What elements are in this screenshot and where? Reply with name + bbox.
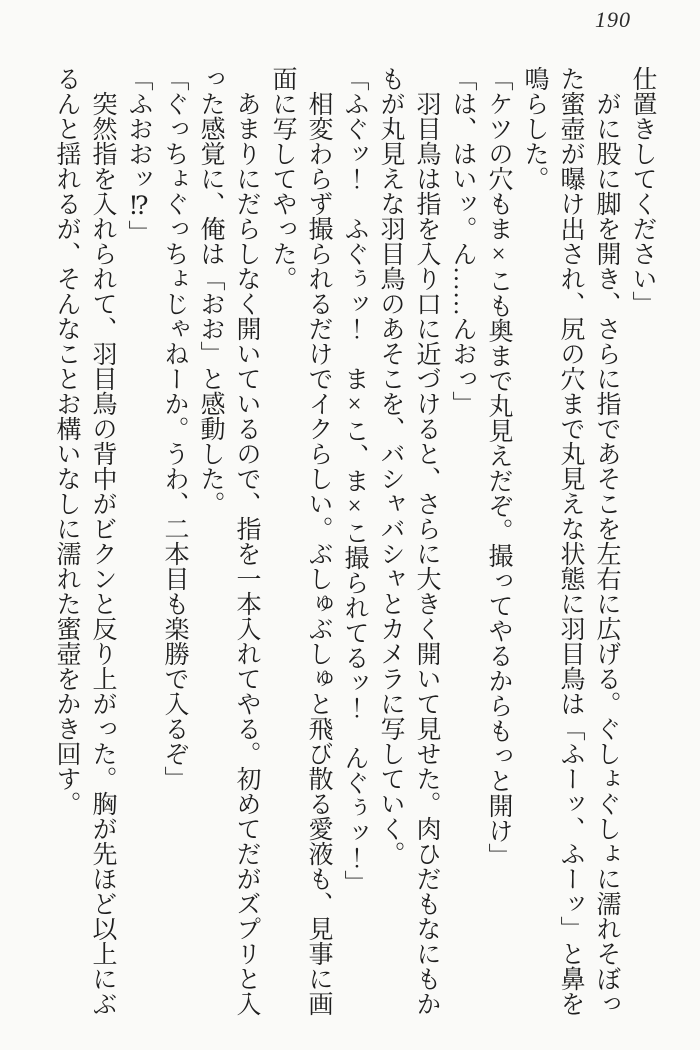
page-number: 190 xyxy=(595,7,631,32)
paragraph: 仕置きしてください」 xyxy=(629,66,656,316)
paragraph: がに股に脚を開き、さらに指であそこを左右に広げる。ぐしょぐしょに濡れそぼった蜜壺が曝け出され、尻の穴まで丸見えな状態に羽目鳥は「ふーッ、ふーッ」と鼻を鳴らした。 xyxy=(521,66,620,1016)
paragraph: あまりにだらしなく開いているので、指を一本入れてやる。初めてだがズプリと入った感覚に、俺は「おお」と感動した。 xyxy=(197,66,260,1016)
paragraph: 突然指を入れられて、羽目鳥の背中がビクンと反り上がった。胸が先ほど以上にぶるんと揺れるが、そんなことお構いなしに濡れた蜜壺をかき回す。 xyxy=(53,66,116,1016)
paragraph: 相変わらず撮られるだけでイクらしい。ぶしゅぶしゅと飛び散る愛液も、見事に画面に写してやった。 xyxy=(269,66,332,1016)
paragraph: 羽目鳥は指を入り口に近づけると、さらに大きく開いて見せた。肉ひだもなにもかもが丸見えな羽目鳥のあそこを、バシャバシャとカメラに写していく。 xyxy=(377,66,440,1016)
paragraph: 「は、はいッ。ん……んおっ」 xyxy=(449,66,476,416)
paragraph: 「ケツの穴もま×こも奥まで丸見えだぞ。撮ってやるからもっと開け」 xyxy=(485,66,512,868)
main-text-block xyxy=(48,66,660,1018)
paragraph: 「ふぐッ！ ふぐぅッ！ ま×こ、ま×こ撮られてるッ！ んぐぅッ！」 xyxy=(341,66,368,895)
paragraph: 「ぐっちょぐっちょじゃねーか。うわ、二本目も楽勝で入るぞ」 xyxy=(161,66,188,791)
paragraph: 「ふおおッ⁉」 xyxy=(125,66,152,245)
